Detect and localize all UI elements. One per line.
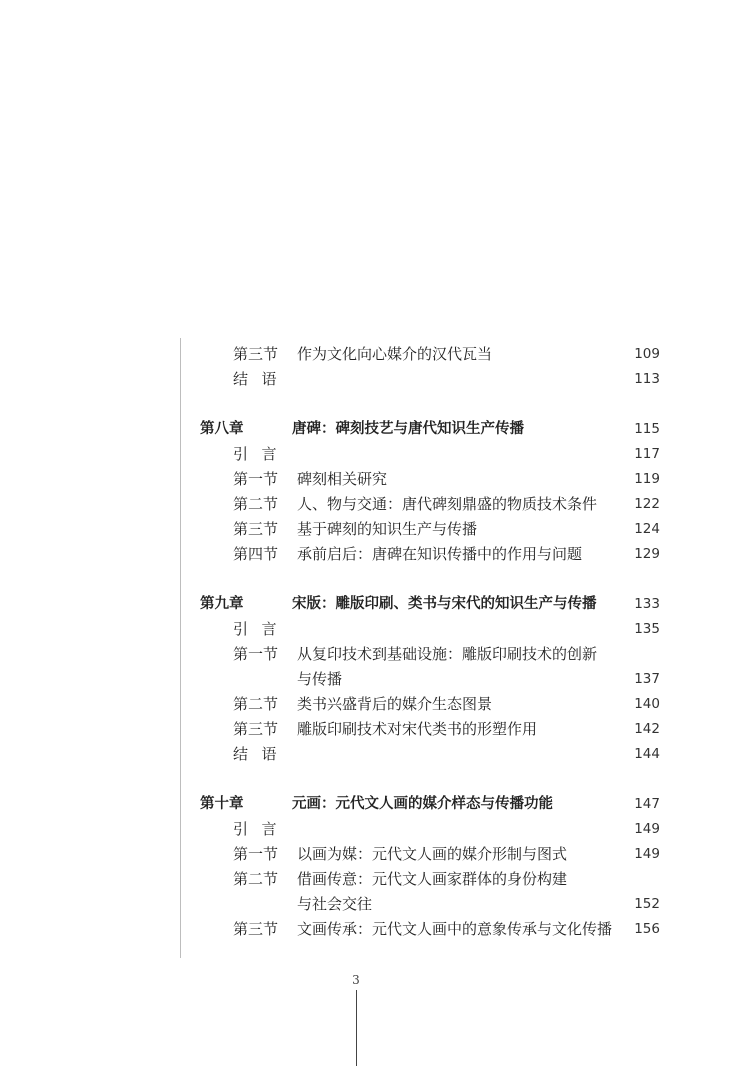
entry-title: 与社会交往 xyxy=(297,895,373,913)
entry-page: 137 xyxy=(634,671,660,687)
chapter-label: 第十章 xyxy=(200,796,244,812)
entry-label: 结语 xyxy=(233,745,291,763)
entry-page: 119 xyxy=(634,471,660,487)
toc-entry[interactable] xyxy=(200,442,662,467)
entry-title: 与传播 xyxy=(297,670,343,688)
entry-title: 基于碑刻的知识生产与传播 xyxy=(297,520,478,538)
toc-entry[interactable] xyxy=(200,492,662,517)
footer-rule xyxy=(356,990,357,1066)
toc-entry-continuation[interactable] xyxy=(200,892,662,917)
entry-label: 第二节 xyxy=(233,870,279,888)
entry-page: 109 xyxy=(634,346,660,362)
entry-label: 第三节 xyxy=(233,520,279,538)
toc-entry[interactable] xyxy=(200,467,662,492)
entry-title: 作为文化向心媒介的汉代瓦当 xyxy=(297,345,493,363)
entry-page: 152 xyxy=(634,896,660,912)
table-of-contents xyxy=(200,342,662,942)
chapter-page: 147 xyxy=(634,796,660,812)
toc-entry[interactable] xyxy=(200,917,662,942)
chapter-title: 宋版：雕版印刷、类书与宋代的知识生产与传播 xyxy=(292,596,597,612)
toc-entry[interactable] xyxy=(200,817,662,842)
toc-entry[interactable] xyxy=(200,692,662,717)
entry-label: 第三节 xyxy=(233,345,279,363)
toc-chapter[interactable] xyxy=(200,792,662,817)
entry-page: 124 xyxy=(634,521,660,537)
left-margin-rule xyxy=(180,338,181,958)
toc-entry[interactable] xyxy=(200,517,662,542)
entry-page: 142 xyxy=(634,721,660,737)
toc-chapter[interactable] xyxy=(200,592,662,617)
chapter-title: 元画：元代文人画的媒介样态与传播功能 xyxy=(292,796,553,812)
page-number: 3 xyxy=(352,973,360,987)
entry-title: 文画传承：元代文人画中的意象传承与文化传播 xyxy=(297,920,613,938)
entry-title: 借画传意：元代文人画家群体的身份构建 xyxy=(297,870,568,888)
entry-page: 149 xyxy=(634,821,660,837)
entry-label: 第三节 xyxy=(233,920,279,938)
entry-title: 人、物与交通：唐代碑刻鼎盛的物质技术条件 xyxy=(297,495,598,513)
entry-page: 149 xyxy=(634,846,660,862)
chapter-label: 第九章 xyxy=(200,596,244,612)
entry-label: 引言 xyxy=(233,445,291,463)
entry-label: 第一节 xyxy=(233,845,279,863)
entry-page: 135 xyxy=(634,621,660,637)
entry-page: 113 xyxy=(634,371,660,387)
entry-page: 156 xyxy=(634,921,660,937)
toc-entry-continuation[interactable] xyxy=(200,667,662,692)
toc-entry[interactable] xyxy=(200,742,662,767)
entry-label: 第四节 xyxy=(233,545,279,563)
toc-entry[interactable] xyxy=(200,842,662,867)
entry-label: 引言 xyxy=(233,820,291,838)
entry-title: 碑刻相关研究 xyxy=(297,470,388,488)
entry-label: 第二节 xyxy=(233,695,279,713)
entry-title: 从复印技术到基础设施：雕版印刷技术的创新 xyxy=(297,645,598,663)
chapter-title: 唐碑：碑刻技艺与唐代知识生产传播 xyxy=(292,421,524,437)
entry-page: 129 xyxy=(634,546,660,562)
entry-label: 第三节 xyxy=(233,720,279,738)
chapter-page: 115 xyxy=(634,421,660,437)
entry-label: 第一节 xyxy=(233,470,279,488)
chapter-label: 第八章 xyxy=(200,421,244,437)
toc-entry[interactable] xyxy=(200,617,662,642)
entry-page: 122 xyxy=(634,496,660,512)
toc-entry[interactable] xyxy=(200,642,662,667)
toc-entry[interactable] xyxy=(200,342,662,367)
chapter-page: 133 xyxy=(634,596,660,612)
toc-entry[interactable] xyxy=(200,542,662,567)
entry-label: 第一节 xyxy=(233,645,279,663)
entry-title: 承前启后：唐碑在知识传播中的作用与问题 xyxy=(297,545,583,563)
toc-entry[interactable] xyxy=(200,717,662,742)
toc-entry[interactable] xyxy=(200,867,662,892)
entry-title: 类书兴盛背后的媒介生态图景 xyxy=(297,695,493,713)
toc-chapter[interactable] xyxy=(200,417,662,442)
entry-label: 结语 xyxy=(233,370,291,388)
toc-entry[interactable] xyxy=(200,367,662,392)
entry-title: 以画为媒：元代文人画的媒介形制与图式 xyxy=(297,845,568,863)
entry-page: 140 xyxy=(634,696,660,712)
entry-title: 雕版印刷技术对宋代类书的形塑作用 xyxy=(297,720,538,738)
entry-label: 第二节 xyxy=(233,495,279,513)
entry-page: 117 xyxy=(634,446,660,462)
entry-label: 引言 xyxy=(233,620,291,638)
entry-page: 144 xyxy=(634,746,660,762)
